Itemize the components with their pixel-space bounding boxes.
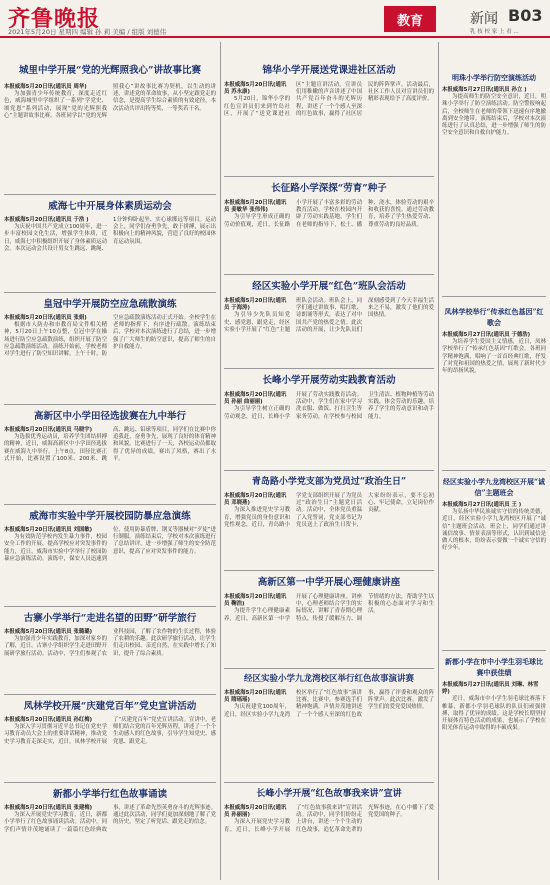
headline: 城里中学开展“党的光辉照我心”讲故事比赛 <box>19 65 201 76</box>
headline: 经区实验小学九龙湾校区举行红色故事演讲赛 <box>243 674 414 684</box>
headline: 经区实验小学九龙湾校区开展“诚信”主题班会 <box>442 477 546 497</box>
masthead-logo: 齐鲁晚报 <box>8 6 101 32</box>
byline: 本报威海5月20日讯(通讯员 孙红梅) <box>4 717 93 723</box>
byline: 本报威海5月20日讯(通讯员 马晓宇) <box>4 427 93 433</box>
article-body: 为庆祝建党100周年，近日，经区实验小学九龙湾校区举行了“红色故事”演讲比赛。比赛中，参赛选手们精神饱满，声情并茂地讲述了一个个感人至深的红色故事，赢得了评委和观众的阵阵掌声。此次比赛，激发了学生们的爱党爱国热情。 <box>224 690 434 718</box>
article-17 <box>442 72 546 290</box>
article-divider <box>224 274 434 275</box>
article-3 <box>4 296 216 402</box>
article-divider <box>4 606 216 607</box>
article-body: 为提升学生心理健康素养，近日，高新区第一中学开展了心理健康讲座。讲座中，心理老师结合学生的实际情况，讲解了青春期心理特点，传授了缓解压力、调节情绪的方法，帮助学生以积极的心态面对学习和生活。 <box>224 594 434 622</box>
byline: 本报威海5月20日讯(通讯员 刘国敏) <box>4 527 93 533</box>
article-7 <box>4 698 216 780</box>
article-6 <box>4 610 216 692</box>
byline: 本报威海5月20日讯(通讯员 苏永康) <box>224 82 287 96</box>
headline: 长峰小学开展劳动实践教育活动 <box>262 375 396 386</box>
article-1 <box>4 62 216 192</box>
article-18 <box>442 306 546 466</box>
headline: 长征路小学深探“劳育”种子 <box>271 183 387 194</box>
article-15 <box>224 672 434 780</box>
byline: 本报威海5月20日讯(通讯员 张璐璐) <box>4 629 93 635</box>
article-body: 为深入开展党史学习教育，近日，长峰小学开展了“红色故事我来讲”宣讲活动。活动中，同学们纷纷走上讲台，讲述一个个生动的红色故事，追忆革命先辈的光辉事迹，在心中播下了爱党爱国的种子。 <box>224 805 434 833</box>
article-16 <box>224 786 434 881</box>
byline: 本报威海5月27日讯(通讯员 王 ) <box>442 502 522 508</box>
byline: 本报威海5月27日讯(通讯员 于德浩) <box>442 332 531 338</box>
byline: 本报威海5月20日讯(通讯员 孙丽丽) <box>224 805 287 819</box>
article-divider <box>4 694 216 695</box>
headline: 凤林学校开展“庆建党百年”党史宣讲活动 <box>23 701 197 712</box>
headline: 高新区中小学田径选拔赛在九中举行 <box>33 411 186 422</box>
article-10 <box>224 180 434 272</box>
headline: 新都小学在市中小学生羽毛球比赛中获佳绩 <box>445 657 543 677</box>
headline: 新都小学举行红色故事诵读 <box>52 789 167 800</box>
article-divider <box>442 296 546 297</box>
article-5 <box>4 508 216 604</box>
headline: 威海七中开展身体素质运动会 <box>48 201 172 212</box>
section-name: 新闻 <box>470 11 498 27</box>
article-19 <box>442 476 546 646</box>
article-divider <box>224 782 434 783</box>
column-divider <box>220 42 221 880</box>
article-body: 为加强青少年传统教育，深度走近红色，威海城里中学组织了一系列“学党史、颂党恩”系列活动，展现“党的光辉照我心”主题讲故事比赛。各班同学以“党的光辉照我心”讲故事比赛为契机，以生动的讲述，讲述党的革命故事，从小坚定跟党走的信念，是提高学生综合素质的有效途径，本次活动共评出特等奖、一等奖若干名。 <box>4 84 216 119</box>
headline: 凤林学校举行“传承红色基因”红歌会 <box>444 307 544 327</box>
article-body: 5月20日，锦华小学的红色宣讲员们来到竹岛社区，开展了“送党课进社区”主题宣讲活动。宣讲员们用稚嫩的声音讲述了中国共产党百年奋斗的光辉历程，讲述了一个个感人至深的红色故事，赢得了社区居民的阵阵掌声。活动最后，社区工作人员对宣讲员们的精彩表现给予了高度评价。 <box>224 82 434 117</box>
article-11 <box>224 278 434 366</box>
article-divider <box>224 470 434 471</box>
article-divider <box>4 194 216 195</box>
article-divider <box>224 368 434 369</box>
article-body: 为深入开展党史学习教育，近日，新都小学举行了红色故事诵读活动。活动中，同学们声情并茂地诵读了一篇篇红色经典故事，讲述了革命先烈英勇奋斗的光辉事迹。通过此次活动，同学们更加深刻地了解了党的历史，坚定了听党话、跟党走的信念。 <box>4 805 216 833</box>
headline: 皇冠中学开展防空应急疏散演练 <box>43 299 177 310</box>
headline: 威海市实验中学开展校园防暴应急演练 <box>29 511 191 522</box>
page-number: B03 <box>508 6 543 25</box>
byline: 本报威海5月20日讯(通讯员 邓晓燕) <box>224 493 287 507</box>
column-divider <box>438 42 439 880</box>
headline: 青岛路小学党支部为党员过“政治生日” <box>251 477 407 487</box>
article-body: 为培养学生爱国主义情感，近日，凤林学校举行了“传承红色基因”红歌会。各班同学精神饱满，唱响了一首首经典红歌，抒发了对党和祖国的热爱之情，展现了新时代少年的昂扬风貌。 <box>442 339 546 375</box>
article-divider <box>442 650 546 651</box>
headline: 古寨小学举行“走进名望的田野”研学旅行 <box>23 613 197 624</box>
page-header <box>0 0 550 38</box>
article-body: 为弘扬中华民族诚实守信的传统美德，近日，经区实验小学九龙湾校区开展了“诚信”主题班会活动。班会上，同学们通过讲诚信故事、情景表演等形式，认识到诚信是做人的根本，纷纷表示要做一个诚实守信的好少年。 <box>442 509 546 552</box>
byline: 本报威海5月20日讯(通讯员 姜敏华 张伟伟) <box>224 200 287 214</box>
article-20 <box>442 656 546 881</box>
article-8 <box>4 786 216 881</box>
byline: 本报威海5月20日讯(通讯员 鞠浩) <box>224 594 287 608</box>
article-body: 根据市人防办和市教育局文件相关精神，5月20日上午10点整，皇冠中学在操场进行防空应急疏散演练，组织开展了防空应急疏散演练活动。演练开始前，学校老师对学生进行了防空知识讲解。上午十时，防空应急疏散演练活动正式开始。全校学生在老师的指挥下，有序进行疏散。演练结束后，学校对本次演练进行了总结，进一步增强了广大师生的防空意识，提高了师生的自护自救能力。 <box>4 315 216 358</box>
byline: 本报威海5月20日讯(通讯员 张娟) <box>4 315 87 321</box>
article-body: 近日，威海市中小学生羽毛球比赛落下帷幕，新都小学羽毛球队的队员们顽强拼搏，取得了优异的成绩。这是学校长期坚持开展体育特色活动的成果，也展示了学校在阳光体育运动中取得的丰硕成果。 <box>442 696 546 732</box>
byline: 本报威海5月20日讯(通讯员 于浩 ) <box>4 217 89 223</box>
article-body: 为深入推进党史学习教育，增强党员的身份意识和党性观念，近日，青岛路小学党支部组织开展了为党员过“政治生日”主题党日活动。活动中，全体党员重温了入党誓词，党支部书记为党员送上了政治生日贺卡，大家纷纷表示，要不忘初心、牢记使命，立足岗位作贡献。 <box>224 493 434 528</box>
dateline: 2021年5月20日 星期四 编辑 孙 莉 美编 / 组版 刘德伟 <box>8 28 167 36</box>
article-body: 为引导学生树立正确的劳动观念，近日，长峰小学开展了劳动实践教育活动。活动中，学生们在家中学习洗衣服、做饭、打扫卫生等家务劳动，在学校参与校园卫生清洁、植物种植等劳动实践，体会劳动的乐趣，培养了学生的劳动意识和动手能力。 <box>224 392 434 420</box>
headline: 长峰小学开展“红色故事我来讲”宣讲 <box>256 789 402 799</box>
article-divider <box>442 470 546 471</box>
article-divider <box>224 668 434 669</box>
editor-line: 乳 枝 校 家 上 看 ... <box>470 29 519 35</box>
article-body: 为加强青少年实践教育，加深对家乡的了解，近日，古寨小学组织学生走进田野开展研学旅行活动。活动中，学生们参观了农业科技园，了解了农作物的生长过程，体验了农耕的乐趣。此次研学旅行活动，让学生们走出校园、亲近自然，在实践中增长了知识，提升了综合素质。 <box>4 629 216 657</box>
article-body: 为深入学习贯彻习近平总书记在党史学习教育动员大会上的重要讲话精神，推动党史学习教育走深走实，近日，凤林学校开展了“庆建党百年”党史宣讲活动。宣讲中，老师们结合党的百年光辉历程，讲述了一个个生动感人的红色故事，引导学生知党史、感党恩、跟党走。 <box>4 717 216 745</box>
byline: 本报威海5月20日讯(通讯员 隋瑶瑶) <box>224 690 287 704</box>
article-9 <box>224 62 434 174</box>
article-divider <box>4 404 216 405</box>
article-14 <box>224 574 434 666</box>
article-body: 为提高师生的防空安全意识，近日，明珠小学举行了防空演练活动。防空警报响起后，全校师生在老师的带领下迅速有序地撤离到安全地带。演练结束后，学校对本次演练进行了认真总结，进一步增强了师生的防空安全意识和自救自护能力。 <box>442 94 546 137</box>
byline: 本报威海5月20日讯(通讯员 周华) <box>4 84 87 90</box>
headline: 高新区第一中学开展心理健康讲座 <box>257 577 401 588</box>
article-body: 为庆祝中国共产党成立100周年，进一步丰富校园文化生活，增强学生体质，近日，威海七中积极组织开展了身体素质运动会。本次运动会共设计男女生跳远、跳绳、1分钟仰卧起坐、实心球掷远等项目。运动会上，同学们奋勇争先，敢于拼搏，展示出积极向上的精神风貌，营造了良好的校园体育运动氛围。 <box>4 217 216 252</box>
article-2 <box>4 198 216 290</box>
article-13 <box>224 474 434 568</box>
article-divider <box>4 782 216 783</box>
article-4 <box>4 408 216 502</box>
article-12 <box>224 372 434 468</box>
byline: 本报威海5月20日讯(通讯员 于海涛) <box>224 298 287 312</box>
headline: 经区实验小学开展“红色”班队会活动 <box>252 281 406 292</box>
article-body: 为引导学生形成正确的劳动价值观，近日，长征路小学开展了丰富多彩的劳动教育活动。学校在校园内开辟了劳动实践基地，学生们在老师的指导下，松土、播种、浇水，体验劳动的艰辛和收获的喜悦。通过劳动教育，培养了学生热爱劳动、尊重劳动的良好品质。 <box>224 200 434 228</box>
headline: 锦华小学开展送党课进社区活动 <box>262 65 396 76</box>
article-body: 为引导少先队员知党史、感党恩、跟党走，经区实验小学开展了“红色”主题班队会活动。班队会上，同学们通过讲故事、唱红歌、诗朗诵等形式，表达了对中国共产党的热爱之情。此次活动的开展，让少先队员们深刻感受到了今天幸福生活来之不易，激发了他们的爱国热情。 <box>224 298 434 333</box>
article-body: 为选拔优秀运动员，培养学生团结拼搏的精神，近日，威海高新区中小学田径选拔赛在威海九中举行。上午8点，田径比赛正式开始，比赛设置了100米、200米、跳高、跳远、铅球等项目，同学们在比赛中你追我赶，奋勇争先，展现了良好的体育精神和风貌。比赛进行了一天，各校运动员都取得了优异的成绩，赛出了风格，赛出了水平。 <box>4 427 216 462</box>
article-divider <box>224 176 434 177</box>
byline: 本报威海5月20日讯(通讯员 张建梅) <box>4 805 93 811</box>
headline: 明珠小学举行防空演练活动 <box>452 73 536 82</box>
article-divider <box>4 504 216 505</box>
byline: 本报威海5月27日讯(通讯员 孙立 ) <box>442 87 527 93</box>
byline: 本报威海5月20日讯(通讯员 孙丽 曲丽丽) <box>224 392 287 406</box>
article-divider <box>4 292 216 293</box>
byline: 本报威海5月27日讯(通讯员 刘琳、林雪婷) <box>442 682 539 696</box>
header-rule <box>0 36 550 38</box>
article-body: 为有效防范学校内发生暴力事件，校园安全工作的开展，提高学校应对突发事件的能力，近日，威海市实验中学举行了校园防暴应急演练活动。演练中，保安人员迅速到位，使用防暴盾牌、钢叉等器械对“歹徒”进行制服。演练结束后，学校对本次演练进行了总结讲评，进一步增强了师生的安全防范意识，提高了应对突发事件的能力。 <box>4 527 216 562</box>
article-divider <box>224 570 434 571</box>
section-badge: 教育 <box>384 6 436 32</box>
